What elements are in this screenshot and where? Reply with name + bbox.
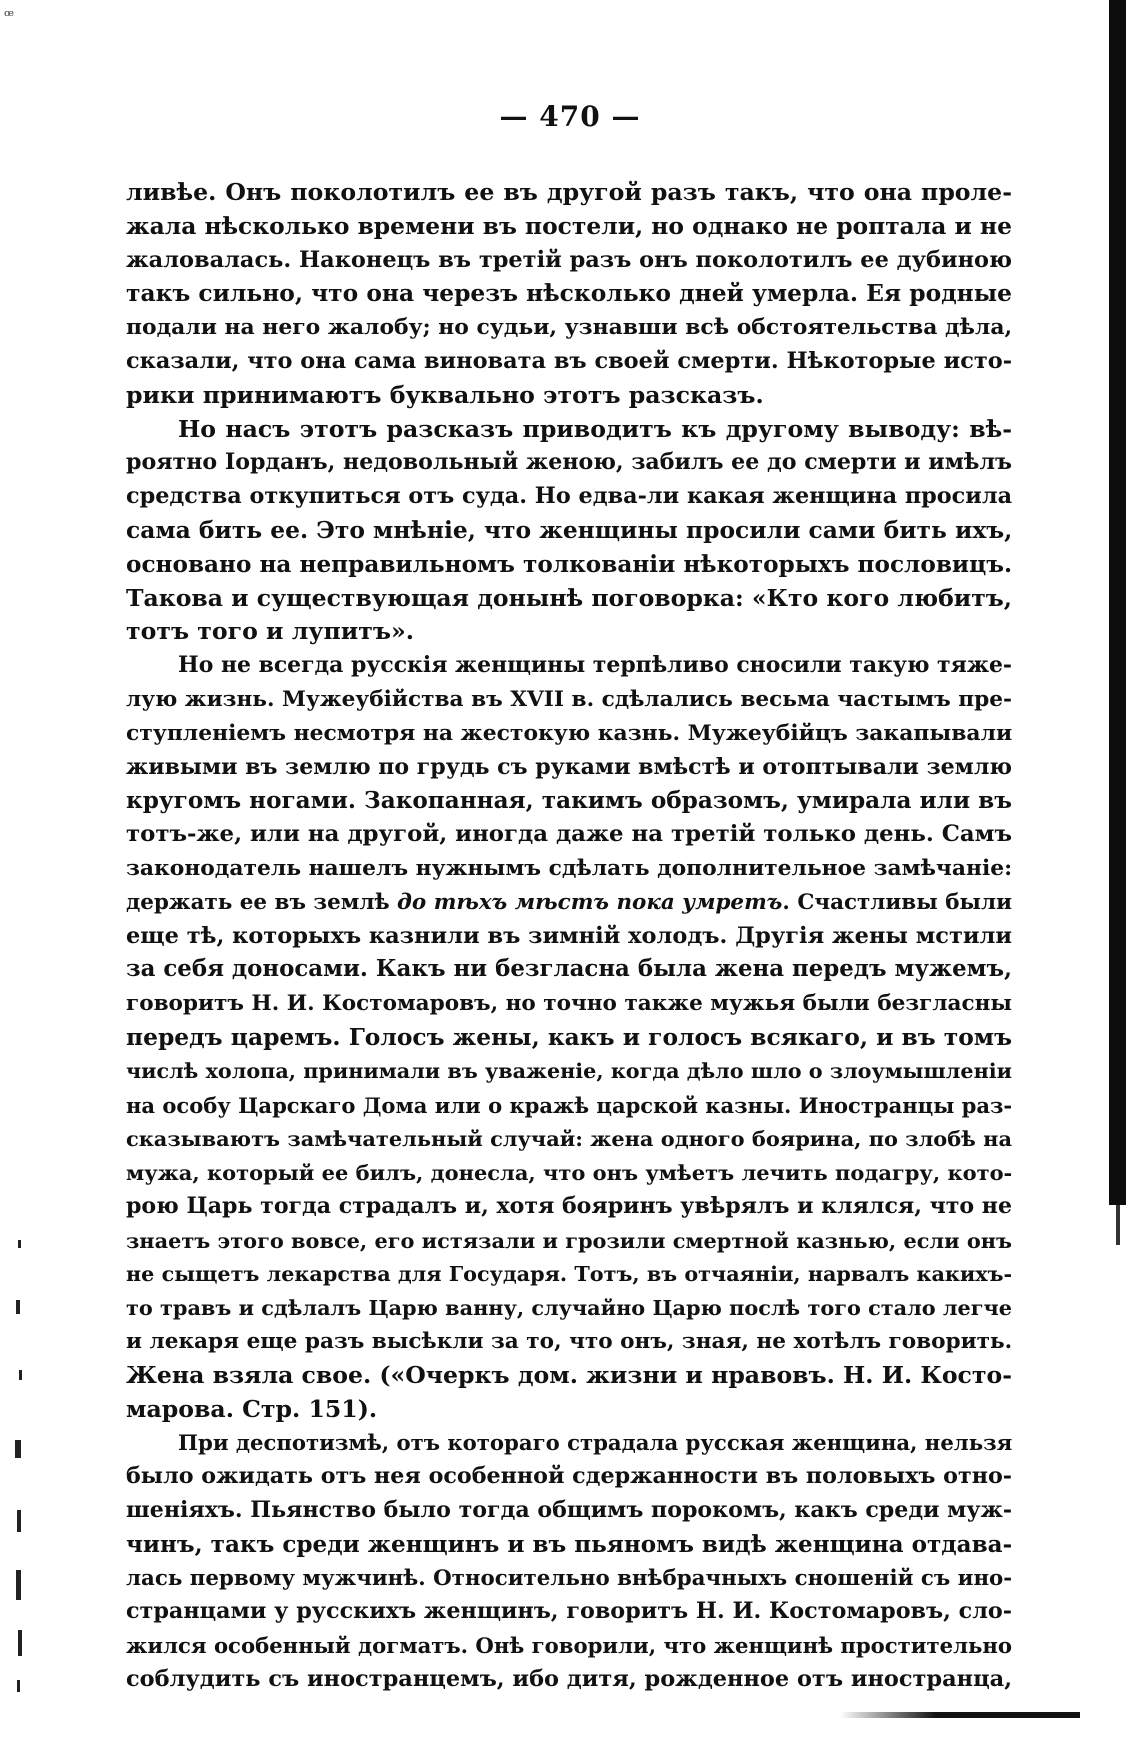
text-line: законодатель нашелъ нужнымъ сдѣлать дополнительное замѣчаніе:: [126, 855, 1013, 881]
text-line: за себя доносами. Какъ ни безгласна была жена передъ мужемъ,: [126, 956, 1013, 983]
text-line: сказываютъ замѣчательный случай: жена одного боярина, по злобѣ на: [126, 1126, 1012, 1152]
text-line: странцами у русскихъ женщинъ, говоритъ Н. И. Костомаровъ, сло-: [126, 1598, 1012, 1625]
scan-edge-shadow: [1109, 0, 1126, 1205]
text-line: [126, 886, 1012, 920]
text-line: средства откупиться отъ суда. Но едва-ли какая женщина просила: [126, 483, 1013, 510]
text-segment: держать ее въ землѣ: [126, 889, 398, 915]
text-line: тотъ-же, или на другой, иногда даже на третій только день. Самъ: [126, 821, 1013, 848]
italic-phrase: до тѣхъ мѣстъ пока умретъ: [397, 889, 783, 915]
text-line: говоритъ Н. И. Костомаровъ, но точно также мужья были безгласны: [126, 991, 1012, 1017]
scan-specks: [14, 1230, 28, 1700]
text-segment: . Счастливы были: [782, 889, 1012, 915]
text-line: лась первому мужчинѣ. Относительно внѣбрачныхъ сношеній съ ино-: [126, 1565, 1013, 1591]
text-line: числѣ холопа, принимали въ уваженіе, когда дѣло шло о злоумышленіи: [126, 1058, 1012, 1083]
text-line: тотъ того и лупитъ».: [126, 617, 414, 646]
text-line: рики принимаютъ буквально этотъ разсказъ.: [126, 380, 764, 409]
scan-bottom-smudge: [840, 1712, 1080, 1718]
text-line: лую жизнь. Мужеубійства въ XVII в. сдѣлались весьма частымъ пре-: [126, 686, 1012, 712]
text-line: то травъ и сдѣлалъ Царю ванну, случайно Царю послѣ того стало легче: [126, 1295, 1012, 1321]
text-line: соблудить съ иностранцемъ, ибо дитя, рожденное отъ иностранца,: [126, 1666, 1013, 1693]
scan-edge-shadow-tail: [1116, 1205, 1120, 1245]
text-line: роятно Іорданъ, недовольный женою, забилъ ее до смерти и имѣлъ: [126, 449, 1012, 476]
text-line: сама бить ее. Это мнѣніе, что женщины просили сами бить ихъ,: [126, 515, 1013, 544]
text-line: Жена взяла свое. («Очеркъ дом. жизни и нравовъ. Н. И. Косто-: [126, 1360, 1012, 1389]
text-line: еще тѣ, которыхъ казнили въ зимній холодъ. Другія жены мстили: [126, 922, 1013, 949]
text-line: живыми въ землю по грудь съ руками вмѣстѣ и отоптывали землю: [126, 753, 1012, 780]
text-line: марова. Стр. 151).: [126, 1394, 378, 1423]
text-line: Но насъ этотъ разсказъ приводитъ къ другому выводу: вѣ-: [178, 414, 1012, 443]
text-line: ступленіемъ несмотря на жестокую казнь. Мужеубійцъ закапывали: [126, 719, 1013, 746]
corner-scan-mark: ꟹ: [4, 6, 14, 25]
text-line: ливѣе. Онъ поколотилъ ее въ другой разъ такъ, что она проле-: [126, 178, 1012, 206]
text-line: подали на него жалобу; но судьи, узнавши всѣ обстоятельства дѣла,: [126, 314, 1013, 341]
text-line: и лекаря еще разъ высѣкли за то, что онъ, зная, не хотѣлъ говорить.: [126, 1329, 1013, 1355]
text-line: на особу Царскаго Дома или о кражѣ царской казны. Иностранцы раз-: [126, 1092, 1013, 1118]
page-number: — 470 —: [499, 100, 641, 133]
text-line: мужа, который ее билъ, донесла, что онъ умѣетъ лечить подагру, кото-: [126, 1160, 1013, 1186]
text-line: рою Царь тогда страдалъ и, хотя бояринъ увѣрялъ и клялся, что не: [126, 1192, 1012, 1219]
text-line: такъ сильно, что она черезъ нѣсколько дней умерла. Ея родные: [126, 279, 1012, 308]
text-line: кругомъ ногами. Закопанная, такимъ образомъ, умирала или въ: [126, 787, 1012, 815]
body-text: [126, 176, 1012, 1697]
text-line: шеніяхъ. Пьянство было тогда общимъ порокомъ, какъ среди муж-: [126, 1497, 1013, 1524]
text-line: При деспотизмѣ, отъ котораго страдала русская женщина, нельзя: [178, 1430, 1013, 1456]
text-line: передъ царемъ. Голосъ жены, какъ и голосъ всякаго, и въ томъ: [126, 1022, 1012, 1051]
text-line: сказали, что она сама виновата въ своей смерти. Нѣкоторые исто-: [126, 347, 1012, 374]
text-line: было ожидать отъ нея особенной сдержанности въ половыхъ отно-: [126, 1463, 1012, 1490]
text-line: основано на неправильномъ толкованіи нѣкоторыхъ пословицъ.: [126, 550, 1013, 578]
text-line: Такова и существующая донынѣ поговорка: «Кто кого любитъ,: [126, 583, 1012, 612]
text-line: не сыщетъ лекарства для Государя. Тотъ, въ отчаяніи, нарвалъ какихъ-: [126, 1261, 1013, 1286]
text-line: жала нѣсколько времени въ постели, но однако не роптала и не: [126, 211, 1012, 240]
text-line: Но не всегда русскія женщины терпѣливо сносили такую тяже-: [178, 652, 1013, 679]
text-line: знаетъ этого вовсе, его истязали и грозили смертной казнью, если онъ: [126, 1227, 1013, 1253]
text-line: чинъ, такъ среди женщинъ и въ пьяномъ видѣ женщина отдава-: [126, 1530, 1013, 1558]
text-line: жаловалась. Наконецъ въ третій разъ онъ поколотилъ ее дубиною: [126, 246, 1012, 273]
text-line: жился особенный догматъ. Онѣ говорили, что женщинѣ простительно: [126, 1633, 1012, 1659]
